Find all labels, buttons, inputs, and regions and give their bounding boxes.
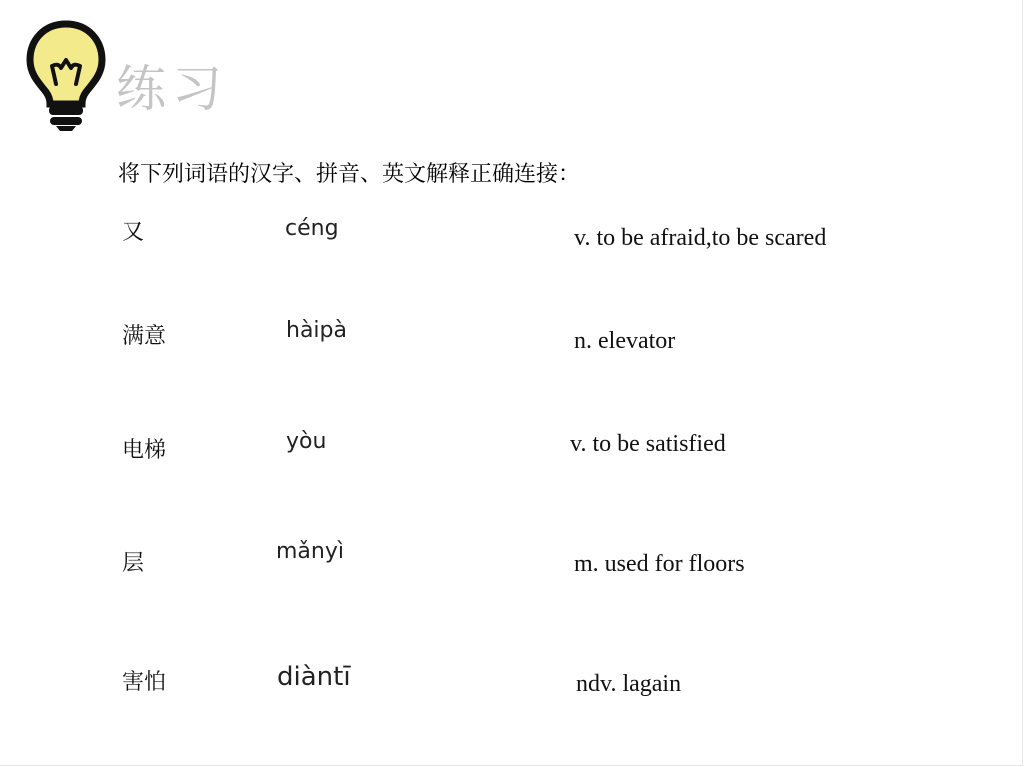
english-item: ndv. lagain [576,671,682,697]
hanzi-item: 又 [122,220,145,245]
english-item: n. elevator [574,328,676,354]
english-item: v. to be satisfied [570,431,726,457]
pinyin-item: céng [285,216,339,241]
pinyin-item: hàipà [286,318,347,343]
hanzi-item: 害怕 [122,670,167,695]
english-item: m. used for floors [574,551,745,577]
english-item: v. to be afraid,to be scared [574,225,827,251]
instruction-text: 将下列词语的汉字、拼音、英文解释正确连接： [118,162,581,187]
pinyin-item: mǎnyì [276,539,344,564]
pinyin-item: yòu [286,429,327,454]
pinyin-item: diàntī [277,662,351,692]
hanzi-item: 电梯 [122,438,167,463]
lightbulb-icon [26,20,106,132]
hanzi-item: 层 [122,551,145,576]
hanzi-item: 满意 [122,324,167,349]
page-title: 练习 [116,60,228,118]
